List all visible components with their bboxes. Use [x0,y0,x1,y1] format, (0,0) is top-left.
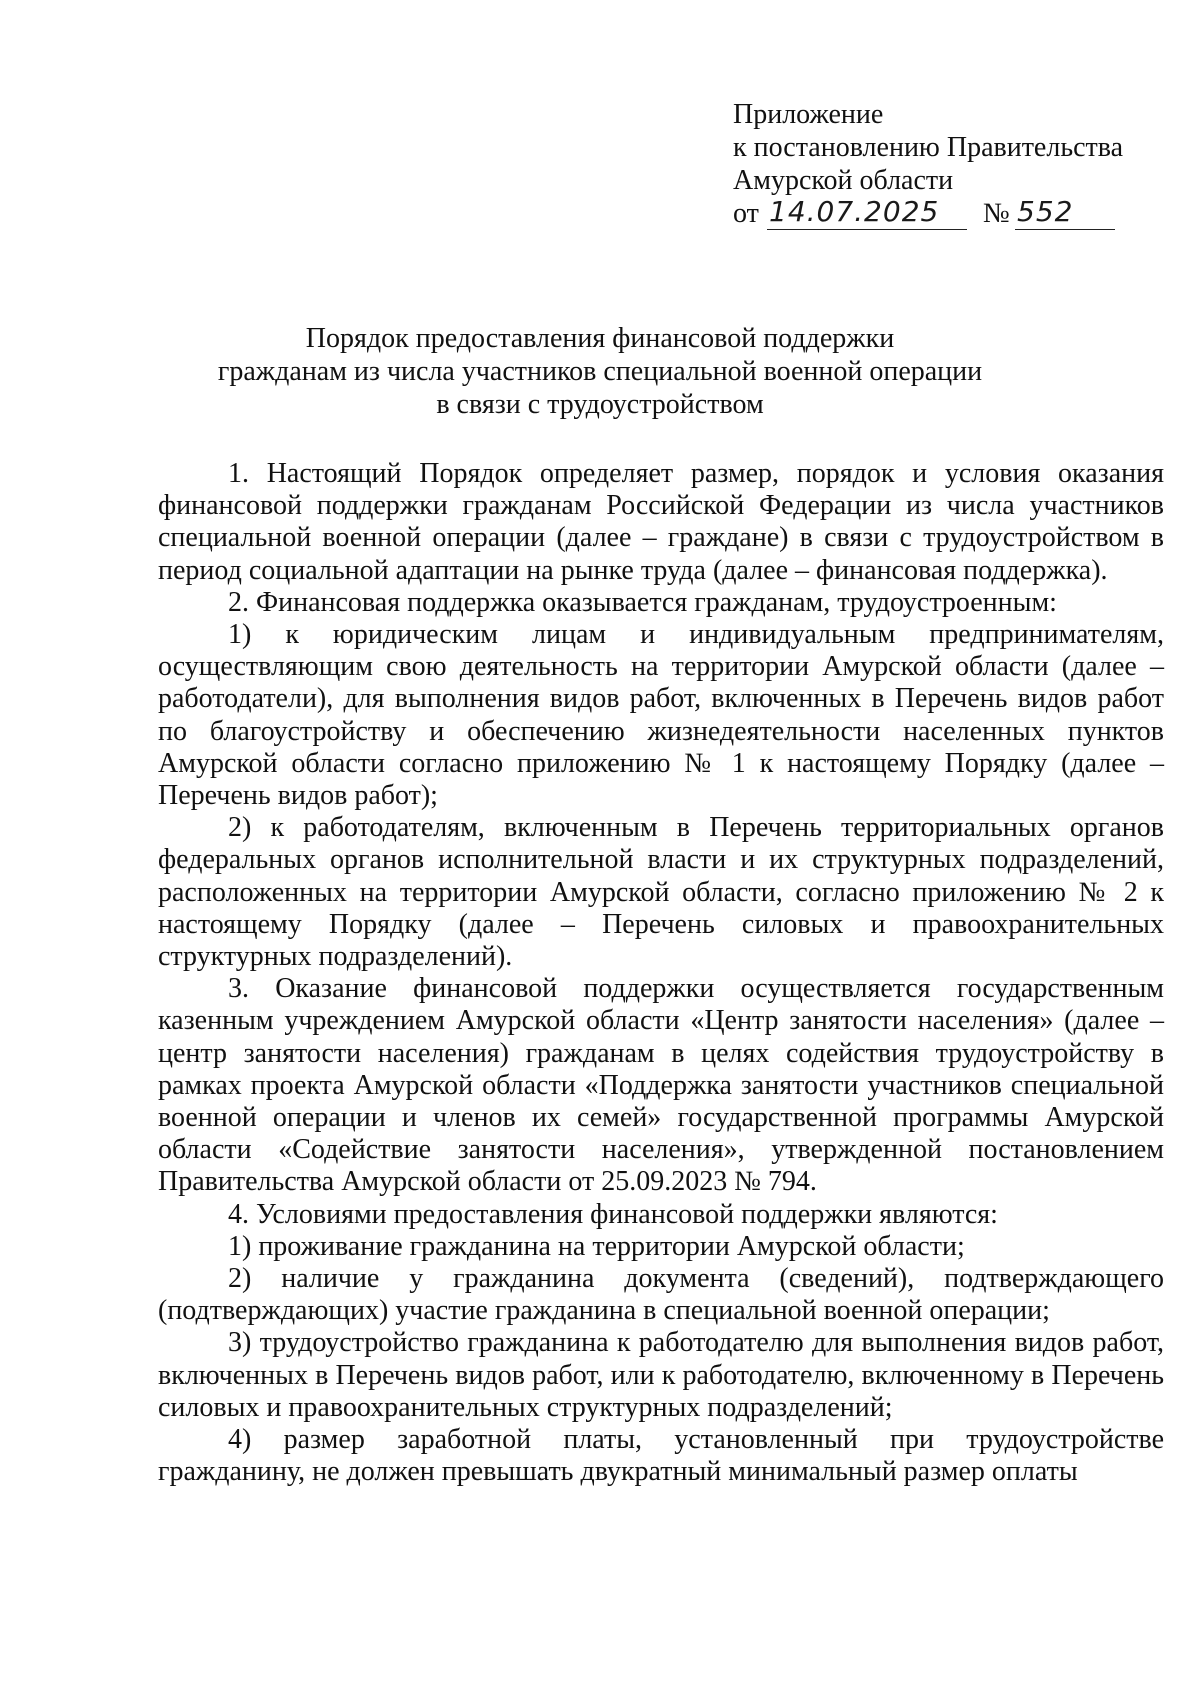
date-underline [767,229,967,230]
handwritten-number: 552 [1017,195,1074,228]
handwritten-date: 14.07.2025 [769,195,940,228]
appendix-region: Амурской области [733,165,954,196]
appendix-header [733,98,1153,235]
paragraph-4-item-2: 2) наличие у гражданина документа (сведений), подтверждающего (подтверждающих) участие гражданина в специальной военной операции; [158,1263,1164,1327]
paragraph-3: 3. Оказание финансовой поддержки осуществляется государственным казенным учреждением Амурской области «Центр занятости населения» (далее – центр занятости населения) гражданам в целях содействия трудоустройству в рамках проекта Амурской области «Поддержка занятости участников специальной военной операции и членов их семей» государственной программы Амурской области «Содействие занятости населения», утвержденной постановлением Правительства Амурской области от 25.09.2023 № 794. [158,973,1164,1198]
date-prefix: от [733,198,759,229]
document-body [158,458,1164,1489]
title-line-1: Порядок предоставления финансовой поддержки [305,323,895,354]
paragraph-4: 4. Условиями предоставления финансовой поддержки являются: [228,1198,998,1230]
appendix-date-number-line [733,197,1153,235]
paragraph-4-item-4: 4) размер заработной платы, установленный при трудоустройстве гражданину, не должен превышать двукратный минимальный размер оплаты [158,1424,1164,1488]
paragraph-4-item-1: 1) проживание гражданина на территории Амурской области; [228,1230,965,1262]
appendix-label: Приложение [733,99,884,130]
paragraph-2-item-2: 2) к работодателям, включенным в Перечень территориальных органов федеральных органов исполнительной власти и их структурных подразделений, расположенных на территории Амурской области, согласно приложению № 2 к настоящему Порядку (далее – Перечень силовых и правоохранительных структурных подразделений). [158,812,1164,973]
appendix-resolution-ref: к постановлению Правительства [733,132,1124,163]
paragraph-2: 2. Финансовая поддержка оказывается гражданам, трудоустроенным: [228,586,1057,618]
title-line-3: в связи с трудоустройством [436,389,764,420]
number-prefix: № [983,198,1010,229]
paragraph-2-item-1: 1) к юридическим лицам и индивидуальным предпринимателям, осуществляющим свою деятельность на территории Амурской области (далее – работодатели), для выполнения видов работ, включенных в Перечень видов работ по благоустройству и обеспечению жизнедеятельности населенных пунктов Амурской области согласно приложению № 1 к настоящему Порядку (далее – Перечень видов работ); [158,619,1164,812]
paragraph-4-item-3: 3) трудоустройство гражданина к работодателю для выполнения видов работ, включенных в Перечень видов работ, или к работодателю, включенному в Перечень силовых и правоохранительных структурных подразделений; [158,1327,1164,1423]
title-line-2: гражданам из числа участников специальной военной операции [217,356,983,387]
number-underline [1015,229,1115,230]
document-title [160,322,1040,421]
paragraph-1: 1. Настоящий Порядок определяет размер, порядок и условия оказания финансовой поддержки гражданам Российской Федерации из числа участников специальной военной операции (далее – граждане) в связи с трудоустройством в период социальной адаптации на рынке труда (далее – финансовая поддержка). [158,458,1164,586]
